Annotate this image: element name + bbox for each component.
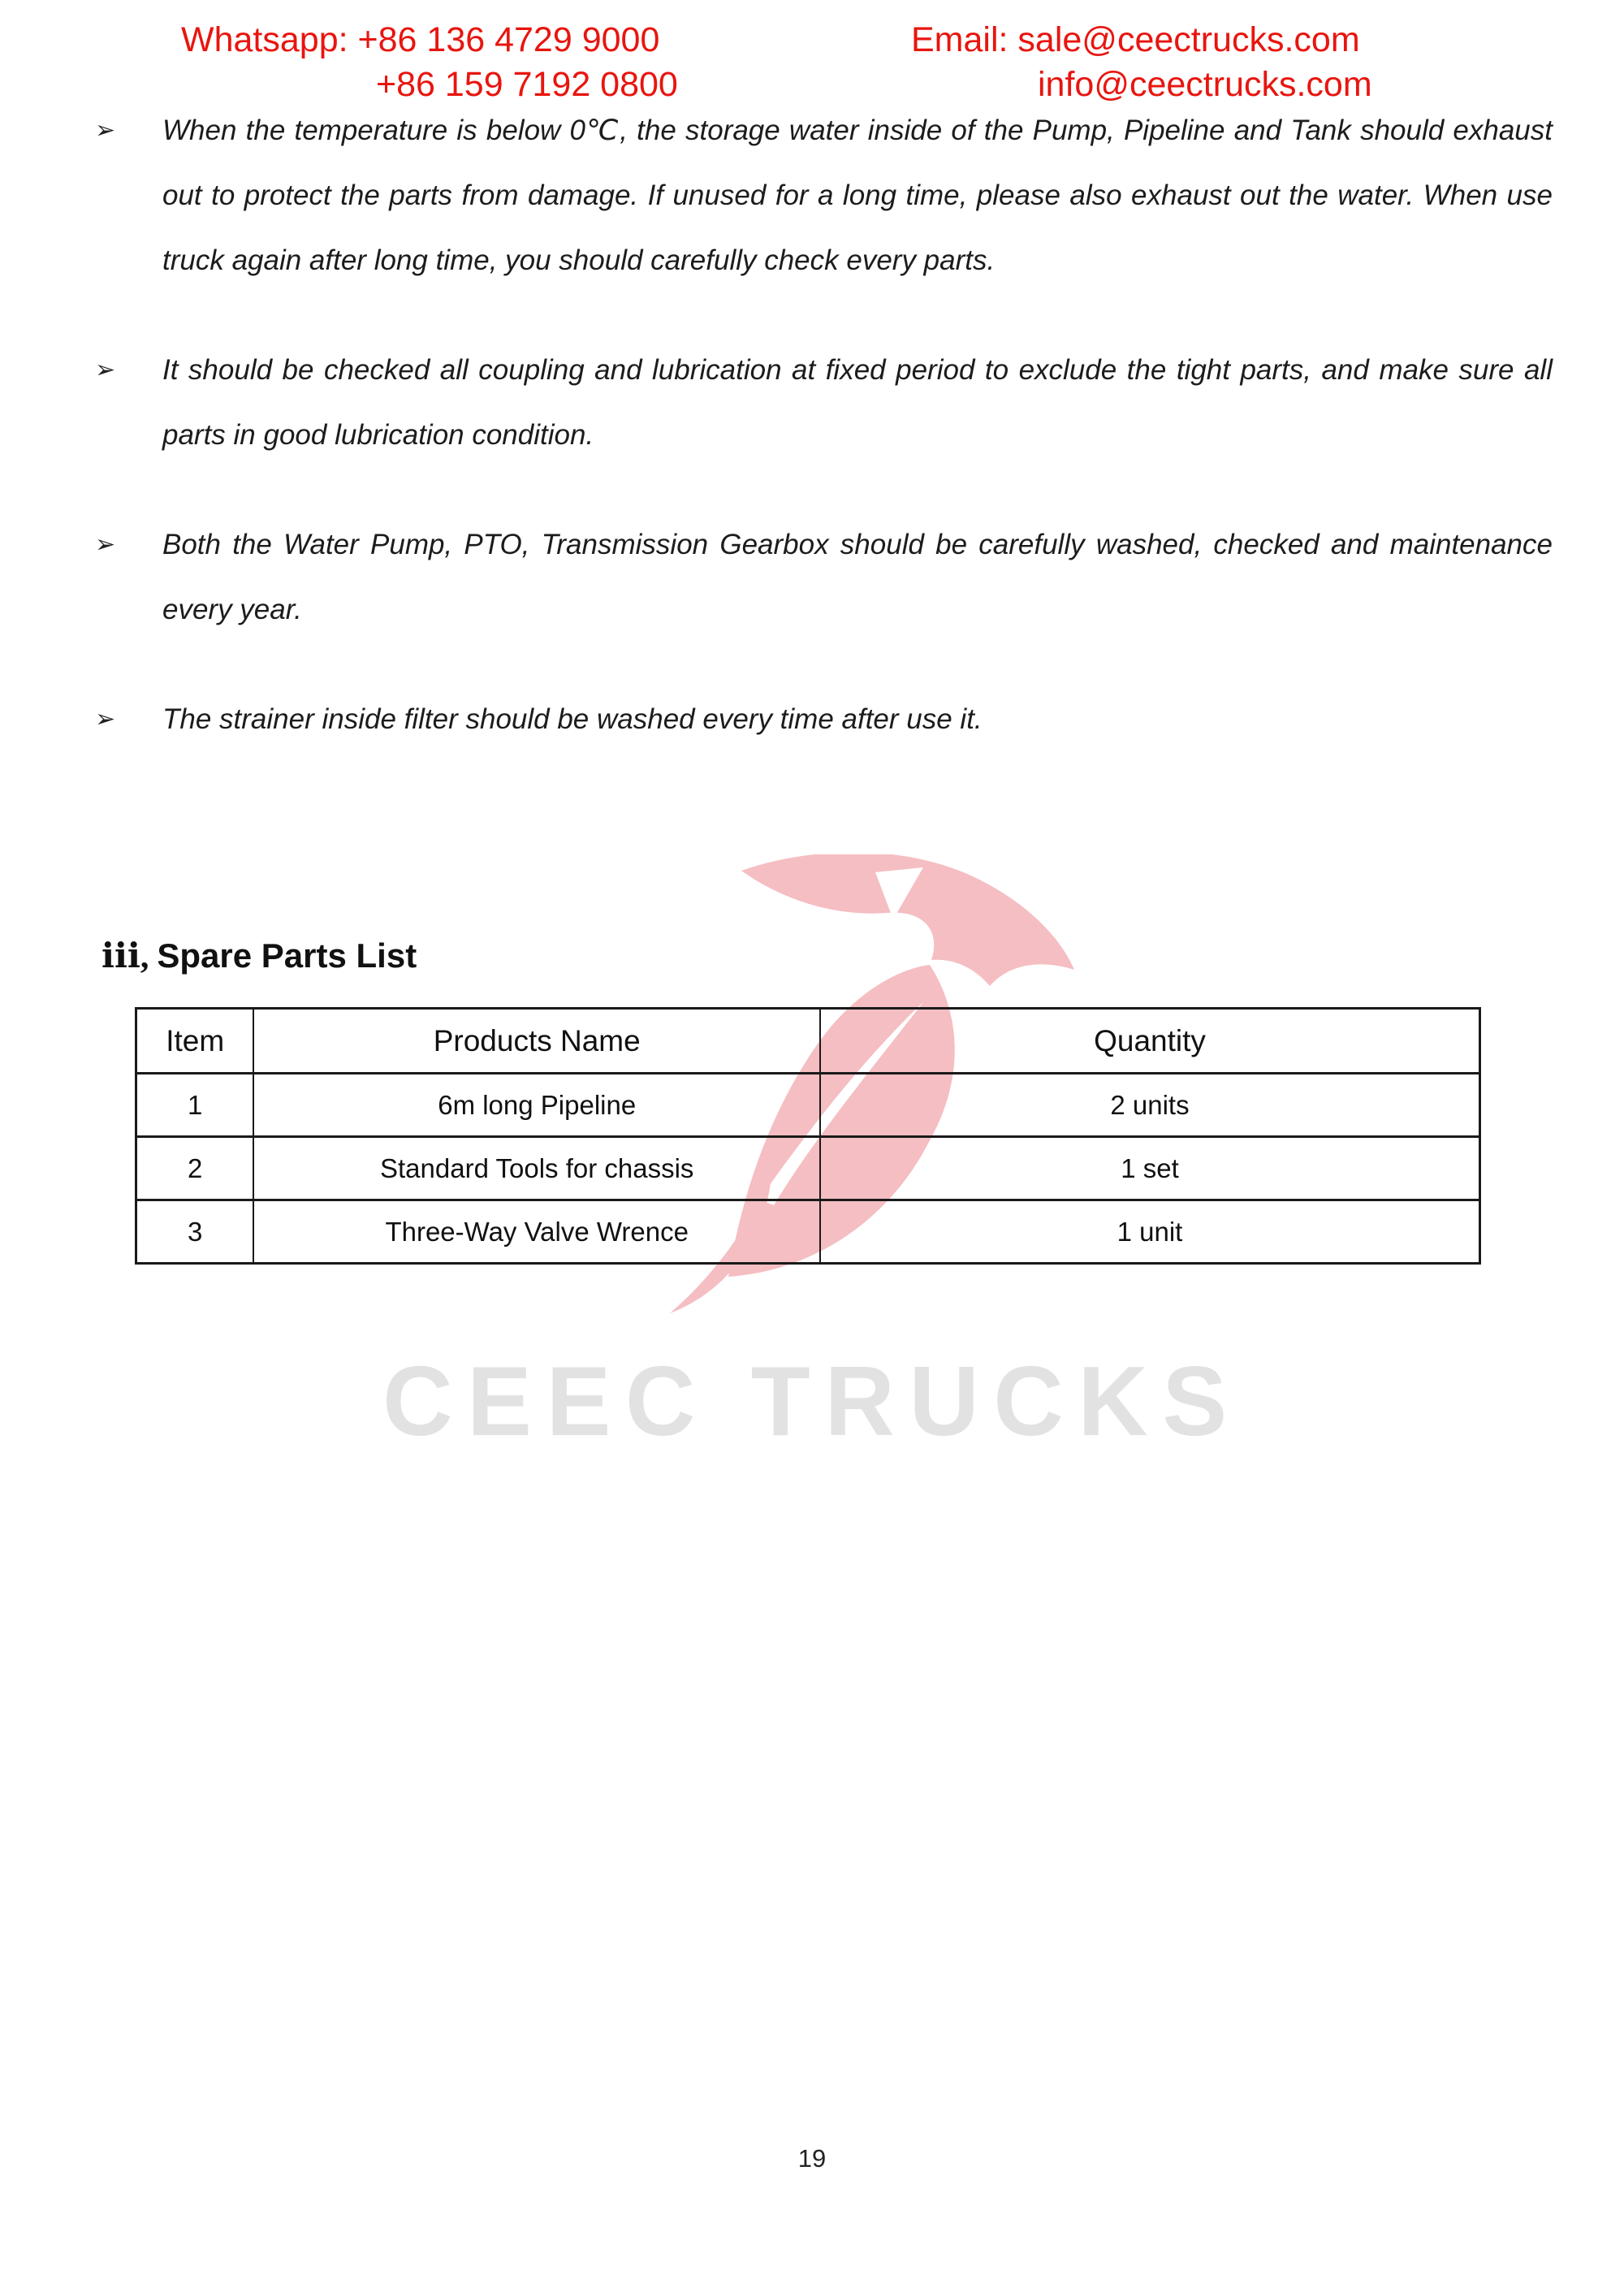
whatsapp-line-1 — [181, 18, 678, 63]
section-numeral: ⅲ, — [102, 938, 149, 975]
whatsapp-number-1: +86 136 4729 9000 — [357, 20, 660, 59]
spare-parts-table — [135, 1007, 1481, 1265]
cell-product: 6m long Pipeline — [253, 1074, 820, 1137]
arrow-bullet-icon: ➢ — [95, 706, 116, 733]
list-item — [95, 512, 1553, 642]
list-item — [95, 338, 1553, 468]
column-header-products-name: Products Name — [253, 1009, 820, 1074]
cell-product: Standard Tools for chassis — [253, 1137, 820, 1200]
bullet-text-strainer-filter: The strainer inside filter should be washed every time after use it. — [162, 703, 983, 735]
email-label: Email: — [911, 20, 1009, 59]
email-line-1 — [911, 18, 1372, 63]
cell-item: 1 — [136, 1074, 254, 1137]
list-item — [95, 98, 1553, 293]
cell-quantity: 1 unit — [820, 1200, 1480, 1264]
cell-quantity: 2 units — [820, 1074, 1480, 1137]
section-title: Spare Parts List — [157, 936, 417, 975]
table-row — [136, 1200, 1480, 1264]
bullet-text-yearly-maintenance: Both the Water Pump, PTO, Transmission Gearbox should be carefully washed, checked and maintenance every year. — [162, 529, 1553, 625]
email-address-2: info@ceectrucks.com — [1038, 65, 1372, 104]
cell-product: Three-Way Valve Wrence — [253, 1200, 820, 1264]
section-heading-spare-parts — [102, 936, 417, 976]
maintenance-notes-list — [95, 98, 1553, 752]
arrow-bullet-icon: ➢ — [95, 357, 116, 383]
whatsapp-contact-block — [181, 18, 678, 107]
bullet-text-coupling-lubrication: It should be checked all coupling and lubrication at fixed period to exclude the tight parts, and make sure all parts in good lubrication condition. — [162, 354, 1553, 451]
bullet-text-freeze-protection: When the temperature is below 0℃, the storage water inside of the Pump, Pipeline and Tank should exhaust out to protect the parts from damage. If unused for a long time, please also exhaust out the water. When use truck again after long time, you should carefully check every parts. — [162, 115, 1553, 276]
table-row — [136, 1074, 1480, 1137]
arrow-bullet-icon: ➢ — [95, 117, 116, 144]
arrow-bullet-icon: ➢ — [95, 531, 116, 558]
column-header-item: Item — [136, 1009, 254, 1074]
cell-item: 2 — [136, 1137, 254, 1200]
cell-quantity: 1 set — [820, 1137, 1480, 1200]
email-address-1: sale@ceectrucks.com — [1017, 20, 1360, 59]
page-number: 19 — [797, 2144, 827, 2173]
ceec-trucks-text-watermark: CEEC TRUCKS — [382, 1346, 1242, 1456]
table-row — [136, 1137, 1480, 1200]
whatsapp-number-2: +86 159 7192 0800 — [376, 65, 678, 104]
whatsapp-label: Whatsapp: — [181, 20, 348, 59]
list-item — [95, 687, 1553, 752]
column-header-quantity: Quantity — [820, 1009, 1480, 1074]
cell-item: 3 — [136, 1200, 254, 1264]
table-header-row — [136, 1009, 1480, 1074]
email-contact-block — [911, 18, 1372, 107]
